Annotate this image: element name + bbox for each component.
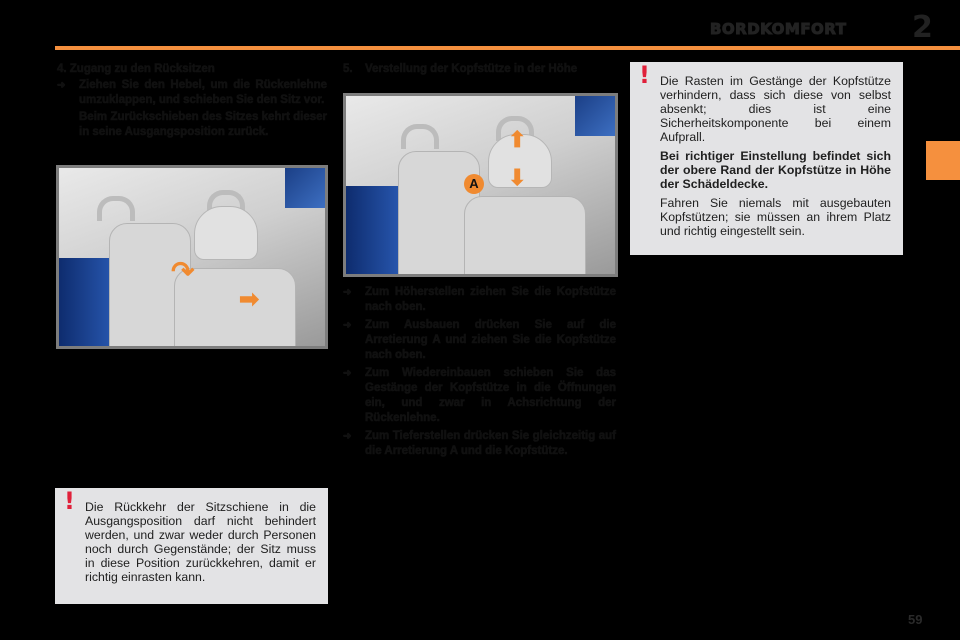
down-arrow-icon: ⬇ (508, 165, 527, 190)
chapter-side-tab (926, 141, 960, 180)
section-5-number: 5. (343, 63, 353, 75)
list-item-subtext: Beim Zurückschieben des Sitzes kehrt dieser in seine Ausgangsposition zurück. (79, 111, 327, 138)
warning-text-bold: Bei richtiger Einstellung befindet sich der obere Rand der Kopfstütze in Höhe der Schädeldecke. (660, 149, 891, 191)
warning-exclamation-icon: ! (639, 61, 650, 89)
curved-arrow-icon: ↷ (171, 256, 195, 287)
car-door-shape (346, 186, 406, 277)
arrow-right-icon: ➜ (343, 431, 352, 442)
arrow-right-icon: ➜ (57, 80, 66, 91)
arrow-right-icon: ➜ (343, 320, 352, 331)
warning-text: Die Rückkehr der Sitzschiene in die Ausgangsposition darf nicht behindert werden, und zwar weder durch Personen noch durch Gegenstände; der Sitz muss in diese Position zurückkehren, damit er richtig einrasten kann. (85, 500, 316, 584)
list-item-text: Zum Tieferstellen drücken Sie gleichzeitig auf die Arretierung A und die Kopfstütze. (365, 430, 616, 457)
arrow-right-icon: ➜ (343, 368, 352, 379)
arrow-right-icon: ➜ (343, 287, 352, 298)
section-5-list (343, 285, 616, 462)
list-item (343, 429, 616, 459)
list-item-text: Ziehen Sie den Hebel, um die Rückenlehne umzuklappen, und schieben Sie den Sitz vor. (79, 79, 327, 106)
front-seat-shape (464, 196, 586, 277)
headrest-illustration (343, 93, 618, 277)
seat-access-illustration (56, 165, 328, 349)
warning-text: Fahren Sie niemals mit ausgebauten Kopfstützen; sie müssen an ihrem Platz und richtig eingestellt sein. (660, 196, 891, 238)
section-5-title-text: Verstellung der Kopfstütze in der Höhe (365, 63, 578, 75)
warning-box-headrest (630, 62, 903, 255)
list-item-text: Zum Ausbauen drücken Sie auf die Arretierung A und ziehen Sie die Kopfstütze nach oben. (365, 319, 616, 361)
list-item (343, 318, 616, 363)
rollbar-left (401, 124, 439, 149)
chapter-number: 2 (912, 10, 933, 45)
header-divider (55, 46, 960, 50)
list-item-text: Zum Wiedereinbauen schieben Sie das Gestänge der Kopfstütze in die Öffnungen ein, und zwar in Achsrichtung der Rückenlehne. (365, 367, 616, 424)
list-item (57, 78, 327, 140)
section-4-list (57, 78, 327, 143)
chapter-title: BORDKOMFORT (710, 20, 847, 38)
section-4-title: 4. Zugang zu den Rücksitzen (57, 63, 215, 75)
warning-exclamation-icon: ! (64, 487, 75, 515)
up-arrow-icon: ⬆ (508, 127, 527, 152)
car-window-shape (575, 96, 615, 136)
headrest-shape (194, 206, 258, 260)
page-number: 59 (908, 612, 923, 627)
list-item-text: Zum Höherstellen ziehen Sie die Kopfstütze nach oben. (365, 286, 616, 313)
list-item (343, 285, 616, 315)
section-5-title (343, 62, 613, 77)
car-window-shape (285, 168, 325, 208)
forward-arrow-icon: ➡ (239, 286, 260, 313)
list-item (343, 366, 616, 426)
rollbar-left (97, 196, 135, 221)
warning-box-seat-rail (55, 488, 328, 604)
callout-label-a: A (464, 174, 484, 194)
warning-text: Die Rasten im Gestänge der Kopfstütze verhindern, dass sich diese von selbst absenkt; dies ist eine Sicherheitskomponente bei einem Aufprall. (660, 74, 891, 144)
